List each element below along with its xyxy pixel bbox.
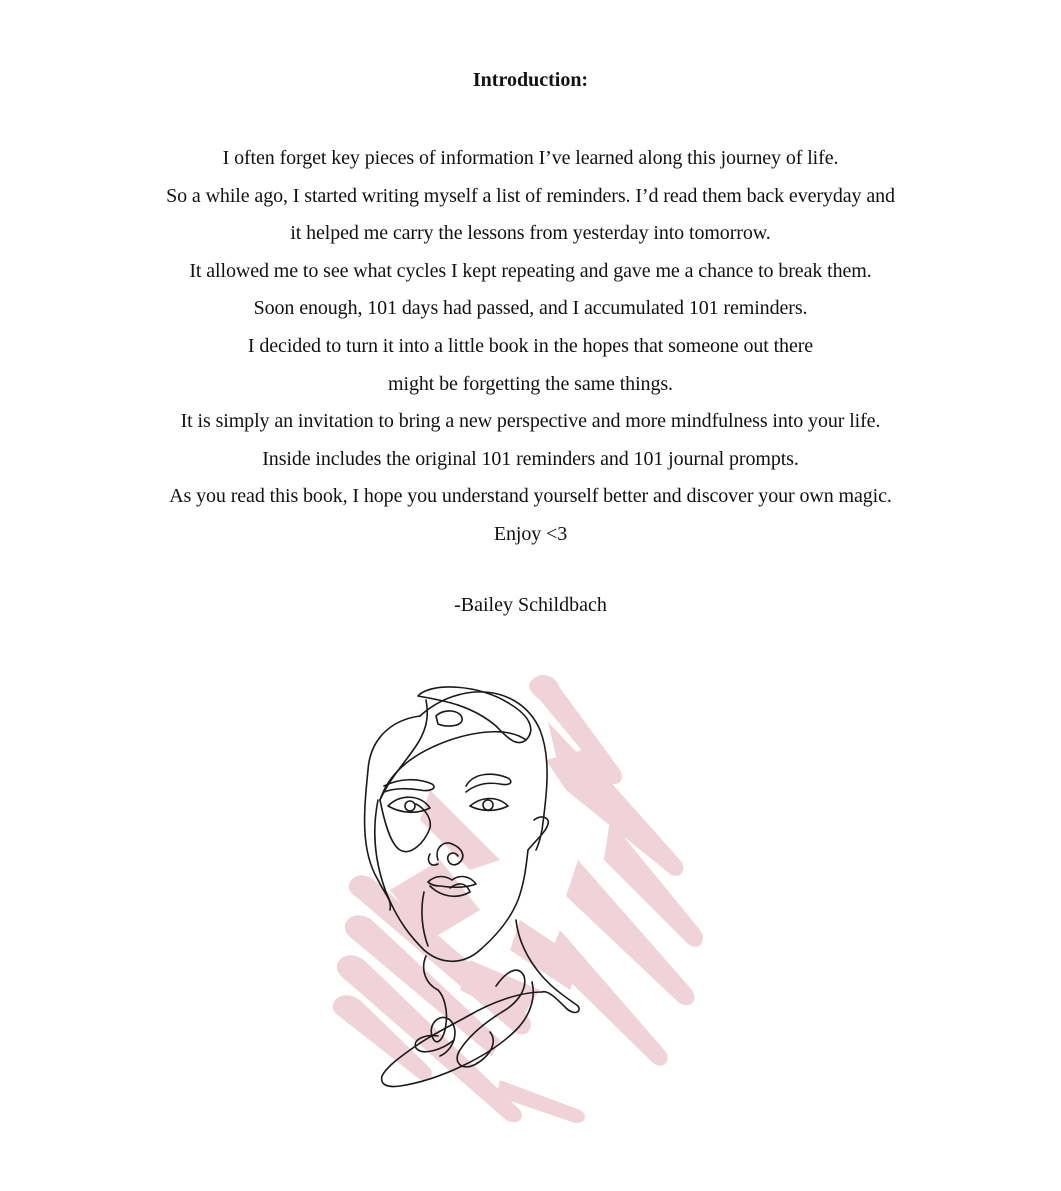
text-line: Enjoy <3 [493, 522, 568, 545]
page-title: Introduction: [472, 69, 589, 91]
text-line: Soon enough, 101 days had passed, and I accumulated 101 reminders. [253, 297, 808, 320]
introduction-text [0, 140, 1061, 554]
text-line: Inside includes the original 101 reminders and 101 journal prompts. [262, 447, 799, 470]
text-line: it helped me carry the lessons from yesterday into tomorrow. [290, 222, 771, 245]
text-line: As you read this book, I hope you understand yourself better and discover your own magic. [169, 485, 892, 508]
text-line: I decided to turn it into a little book in the hopes that someone out there [247, 334, 814, 357]
text-line: might be forgetting the same things. [388, 372, 673, 395]
face-drawing-icon [320, 660, 720, 1130]
line-art-illustration [320, 660, 720, 1130]
text-line: So a while ago, I started writing myself a list of reminders. I’d read them back everyday and [166, 184, 895, 207]
text-line: It is simply an invitation to bring a new perspective and more mindfulness into your life. [180, 410, 881, 433]
author-signature: -Bailey Schildbach [454, 594, 607, 616]
text-line: It allowed me to see what cycles I kept repeating and gave me a chance to break them. [189, 259, 872, 282]
text-line: I often forget key pieces of information I’ve learned along this journey of life. [222, 147, 839, 169]
